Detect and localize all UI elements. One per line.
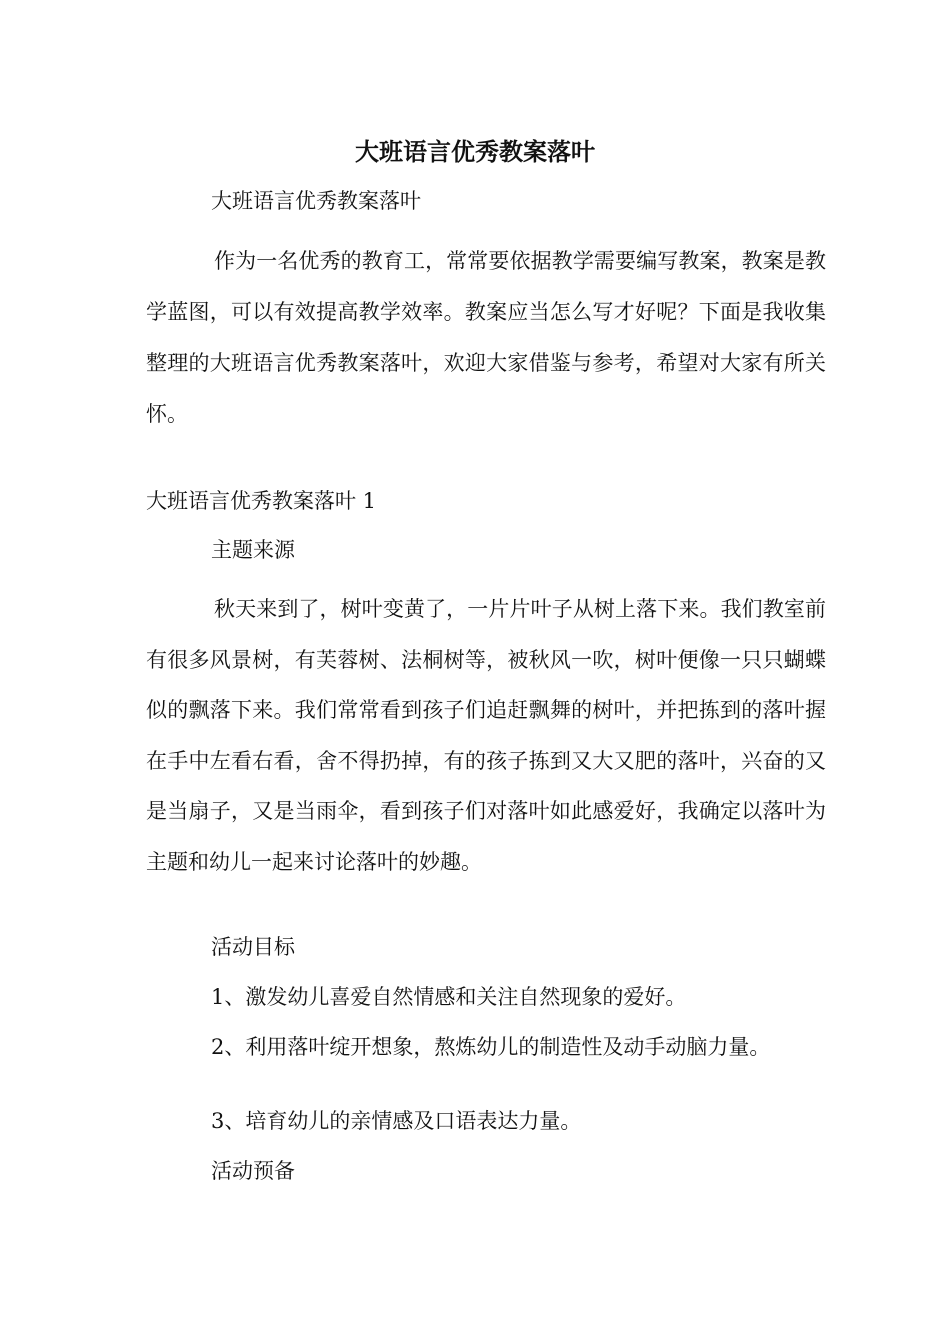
theme-source-heading: 主题来源 — [211, 538, 295, 562]
document-subtitle: 大班语言优秀教案落叶 — [211, 189, 421, 213]
document-title: 大班语言优秀教案落叶 — [355, 137, 595, 166]
goal-item: 2、利用落叶绽开想象，熬炼幼儿的制造性及动手动脑力量。 — [211, 1035, 771, 1059]
intro-paragraph: 作为一名优秀的教育工，常常要依据教学需要编写教案，教案是教学蓝图，可以有效提高教学效率。教案应当怎么写才好呢？下面是我收集整理的大班语言优秀教案落叶，欢迎大家借鉴与参考，希望对大家有所关怀。 — [146, 249, 826, 426]
theme-source-paragraph: 秋天来到了，树叶变黄了，一片片叶子从树上落下来。我们教室前有很多风景树，有芙蓉树、法桐树等，被秋风一吹，树叶便像一只只蝴蝶似的飘落下来。我们常常看到孩子们追赶飘舞的树叶，并把拣到的落叶握在手中左看右看，舍不得扔掉，有的孩子拣到又大又肥的落叶，兴奋的又是当扇子，又是当雨伞，看到孩子们对落叶如此感爱好，我确定以落叶为主题和幼儿一起来讨论落叶的妙趣。 — [146, 597, 826, 874]
goal-item: 1、激发幼儿喜爱自然情感和关注自然现象的爱好。 — [211, 985, 687, 1009]
goals-heading: 活动目标 — [211, 935, 295, 959]
goal-item: 3、培育幼儿的亲情感及口语表达力量。 — [211, 1109, 582, 1133]
section-heading: 大班语言优秀教案落叶 1 — [146, 489, 377, 513]
preparation-heading: 活动预备 — [211, 1159, 295, 1183]
